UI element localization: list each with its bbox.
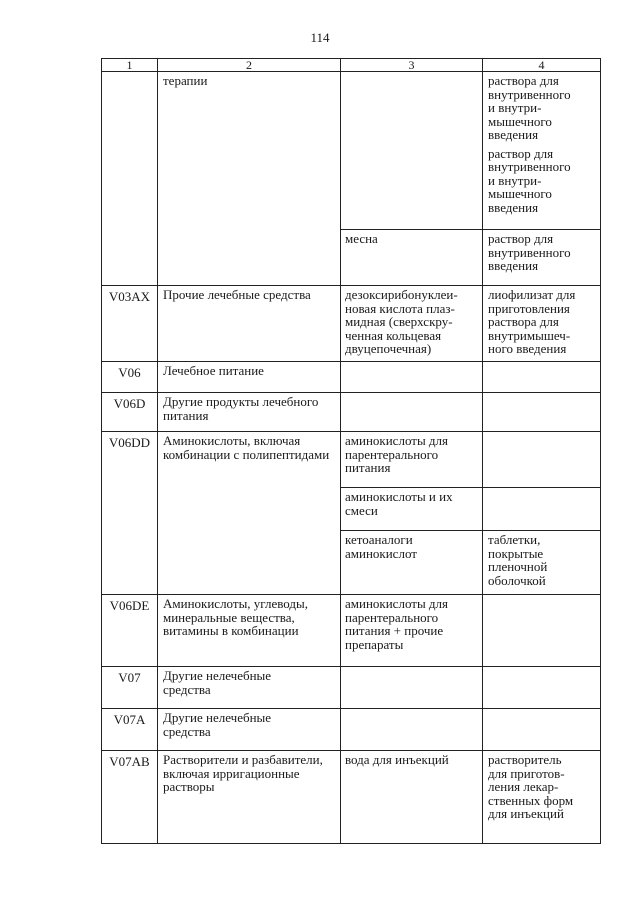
table-row bbox=[102, 709, 601, 751]
group-name-cell: Прочие лечебные средства bbox=[158, 286, 341, 362]
drug-name-cell: аминокислоты и их смеси bbox=[341, 488, 483, 531]
group-name-cell: Лечебное питание bbox=[158, 362, 341, 393]
dosage-form: раствора для внутривенного и внутри- мышечного введения bbox=[488, 73, 571, 142]
atc-code-cell: V06D bbox=[102, 393, 158, 432]
atc-code-cell: V06DD bbox=[102, 432, 158, 595]
column-number: 3 bbox=[341, 59, 483, 72]
drug-table bbox=[101, 58, 601, 844]
drug-name-cell: аминокислоты для парентерального питания + прочие препараты bbox=[341, 595, 483, 667]
dosage-form-cell bbox=[483, 488, 601, 531]
dosage-form-cell: растворитель для приготов- ления лекар- ственных форм для инъекций bbox=[483, 751, 601, 844]
dosage-form-cell bbox=[483, 432, 601, 488]
table-row bbox=[102, 667, 601, 709]
column-number: 2 bbox=[158, 59, 341, 72]
group-name-cell: Аминокислоты, углеводы, минеральные вещества, витамины в комбинации bbox=[158, 595, 341, 667]
drug-name-cell: кетоаналоги аминокислот bbox=[341, 531, 483, 595]
dosage-form-cell bbox=[483, 362, 601, 393]
atc-code-cell: V07A bbox=[102, 709, 158, 751]
atc-code-cell: V03AX bbox=[102, 286, 158, 362]
dosage-form-cell bbox=[483, 72, 601, 230]
page-number: 114 bbox=[310, 30, 330, 45]
atc-code-cell: V07 bbox=[102, 667, 158, 709]
dosage-form-cell bbox=[483, 667, 601, 709]
table-row bbox=[102, 362, 601, 393]
group-name-cell: терапии bbox=[158, 72, 341, 286]
group-name-cell: Другие продукты лечебного питания bbox=[158, 393, 341, 432]
table-row bbox=[102, 751, 601, 844]
dosage-form-cell: таблетки, покрытые пленочной оболочкой bbox=[483, 531, 601, 595]
atc-code-cell: V06 bbox=[102, 362, 158, 393]
group-name-cell: Аминокислоты, включая комбинации с полипептидами bbox=[158, 432, 341, 595]
drug-name-cell bbox=[341, 667, 483, 709]
dosage-form: раствор для внутривенного и внутри- мышечного введения bbox=[488, 145, 571, 215]
drug-name-cell: дезоксирибонуклеи- новая кислота плаз- мидная (сверхскру- ченная кольцевая двуцепочечная) bbox=[341, 286, 483, 362]
atc-code-cell bbox=[102, 72, 158, 286]
drug-name-cell bbox=[341, 393, 483, 432]
dosage-form-cell: раствор для внутривенного введения bbox=[483, 230, 601, 286]
drug-name-cell bbox=[341, 72, 483, 230]
column-number: 4 bbox=[483, 59, 601, 72]
table-row bbox=[102, 72, 601, 230]
table-row bbox=[102, 595, 601, 667]
group-name-cell: Другие нелечебные средства bbox=[158, 667, 341, 709]
column-number: 1 bbox=[102, 59, 158, 72]
drug-name-cell bbox=[341, 362, 483, 393]
drug-name-cell bbox=[341, 709, 483, 751]
dosage-form-cell bbox=[483, 595, 601, 667]
column-number-row bbox=[102, 59, 601, 72]
table-row bbox=[102, 432, 601, 488]
drug-name-cell: аминокислоты для парентерального питания bbox=[341, 432, 483, 488]
dosage-form-cell bbox=[483, 709, 601, 751]
atc-code-cell: V06DE bbox=[102, 595, 158, 667]
dosage-form-cell bbox=[483, 393, 601, 432]
table-row bbox=[102, 393, 601, 432]
group-name-cell: Другие нелечебные средства bbox=[158, 709, 341, 751]
group-name-cell: Растворители и разбавители, включая ирригационные растворы bbox=[158, 751, 341, 844]
table-row bbox=[102, 286, 601, 362]
atc-code-cell: V07AB bbox=[102, 751, 158, 844]
drug-name-cell: месна bbox=[341, 230, 483, 286]
drug-name-cell: вода для инъекций bbox=[341, 751, 483, 844]
dosage-form-cell: лиофилизат для приготовления раствора для внутримышеч- ного введения bbox=[483, 286, 601, 362]
